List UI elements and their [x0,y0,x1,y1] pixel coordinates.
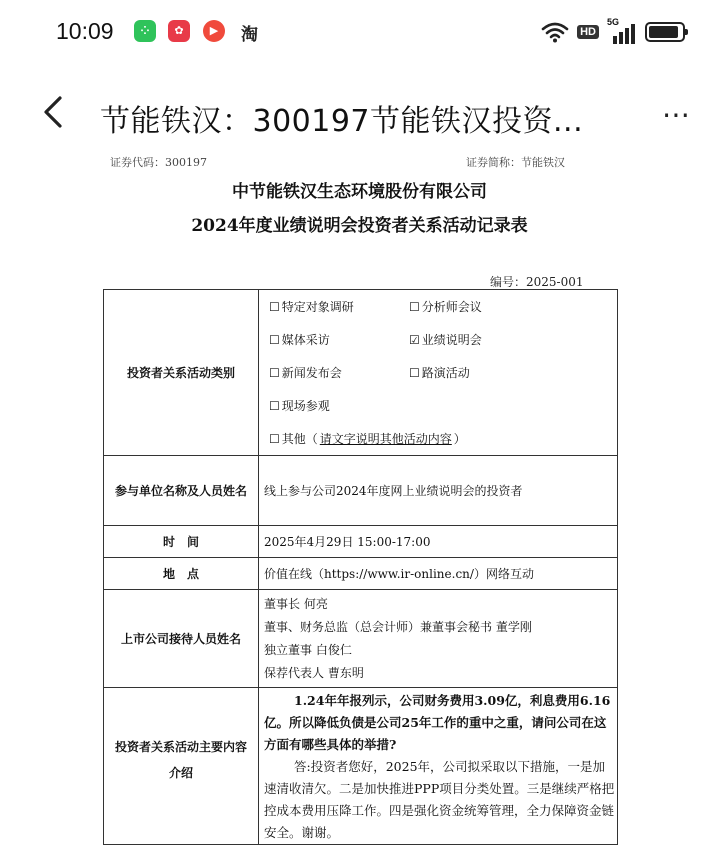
document-viewer[interactable] [0,150,719,840]
participants-value: 线上参与公司2024年度网上业绩说明会的投资者 [259,456,618,526]
row-reception [104,590,618,688]
page-title: 节能铁汉：300197节能铁汉投资... [100,104,584,139]
place-value: 价值在线（https://www.ir-online.cn/）网络互动 [259,558,618,590]
network-type-label: 5G [607,17,620,27]
company-name: 中节能铁汉生态环境股份有限公司 [232,182,487,202]
checkbox-icon: ☐ [269,332,280,347]
back-icon[interactable] [36,92,72,132]
row-place [104,558,618,590]
label-reception: 上市公司接待人员姓名 [104,590,259,688]
option-label: 现场参观 [281,399,330,413]
more-icon[interactable]: ⋯ [662,98,691,131]
reception-person: 董事长 何亮 [264,597,328,611]
option-label: 其他（ [281,432,318,446]
checkbox-icon: ☐ [409,365,420,380]
option-row [269,389,617,422]
investor-question: 1.24年年报列示，公司财务费用3.09亿，利息费用6.16亿。所以降低负债是公司25年工作的重中之重，请问公司在这方面有哪些具体的举措? [264,693,611,752]
cell-signal-icon [607,17,637,44]
checkbox-icon: ☐ [409,299,420,314]
time-value: 2025年4月29日 15:00-17:00 [259,526,618,558]
label-content-line-2: 介绍 [168,766,193,780]
option-press-conference [269,364,409,381]
battery-level [649,26,678,38]
battery-icon [645,22,685,42]
stock-short-name: 证券简称：节能铁汉 [466,156,565,169]
option-row [269,422,617,455]
status-bar [0,0,719,64]
reception-person: 董事、财务总监（总会计师）兼董事会秘书 董学刚 [264,620,532,634]
label-time: 时 间 [104,526,259,558]
label-activity-type: 投资者关系活动类别 [104,290,259,456]
document-title: 2024年度业绩说明会投资者关系活动记录表 [191,216,528,236]
option-site-visit [269,397,409,414]
option-specific-research [269,298,409,315]
status-time: 10:09 [56,18,114,44]
option-label: 业绩说明会 [421,333,482,347]
content-value [259,688,618,845]
option-analyst-meeting [409,298,549,315]
status-right [541,17,685,44]
checkbox-icon: ☐ [269,365,280,380]
option-label-close: ） [453,432,466,446]
option-media-interview [269,331,409,348]
document-serial: 编号：2025-001 [490,275,584,289]
wechat-icon: ⁘ [134,20,156,42]
option-label: 路演活动 [421,366,470,380]
hd-badge: HD [577,25,599,39]
app-header [0,72,719,152]
row-time [104,526,618,558]
label-content [104,688,259,845]
label-place: 地 点 [104,558,259,590]
option-label: 特定对象调研 [281,300,354,314]
checked-checkbox-icon: ☑ [409,332,420,347]
reception-person: 独立董事 白俊仁 [264,643,352,657]
activity-type-options [259,290,618,456]
company-answer: 答:投资者您好，2025年，公司拟采取以下措施，一是加速清收清欠。二是加快推进PPP项目分类处置。三是继续严格把控成本费用压降工作。四是强化资金统筹管理，全力保障资金链安全。谢谢。 [264,759,615,840]
option-row [269,356,617,389]
other-note: 请文字说明其他活动内容 [319,432,452,446]
row-content [104,688,618,845]
checkbox-icon: ☐ [269,398,280,413]
option-roadshow [409,364,549,381]
stock-code: 证券代码：300197 [110,156,207,169]
reception-person: 保荐代表人 曹东明 [264,666,364,680]
checkbox-icon: ☐ [269,431,280,446]
label-content-line-1: 投资者关系活动主要内容 [114,740,247,754]
row-activity-type [104,290,618,456]
label-participants: 参与单位名称及人员姓名 [104,456,259,526]
record-table [103,289,618,845]
option-row [269,323,617,356]
option-row [269,290,617,323]
reception-values [259,590,618,688]
row-participants [104,456,618,526]
checkbox-icon: ☐ [269,299,280,314]
play-app-icon: ▶ [203,20,225,42]
option-other [269,430,569,447]
taobao-icon: 淘 [241,25,258,45]
option-label: 新闻发布会 [281,366,342,380]
option-label: 媒体采访 [281,333,330,347]
option-label: 分析师会议 [421,300,482,314]
option-earnings-call [409,331,549,348]
red-app-icon: ✿ [168,20,190,42]
wifi-icon [541,21,569,43]
